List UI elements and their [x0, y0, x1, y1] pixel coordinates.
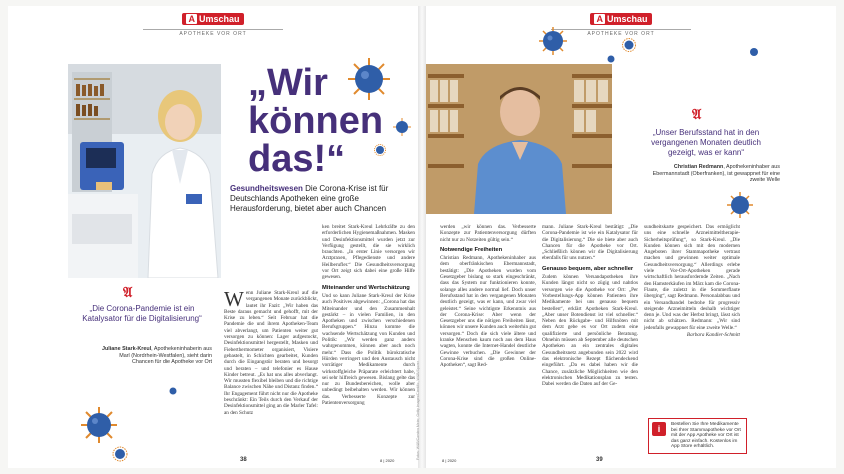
right-col1-text1: werden „wir können das. Verbesserte Konzepte zur Patientenversorgung dürften nicht nur zu Notzeiten gültig sein.“: [440, 224, 536, 243]
photo-christian-redmann: [426, 64, 612, 214]
virus-icon: [726, 191, 754, 219]
umschau-logo: [182, 13, 243, 25]
right-pull-quote: „Unser Berufsstand hat in den vergangenen Monaten deutlich gezeigt, was er kann“: [651, 128, 761, 157]
virus-icon: [393, 118, 411, 136]
caption-text: , Apothekeninhaber aus Ebermannstadt (Oberfranken), ist gewappnet für eine zweite Welle: [652, 164, 780, 184]
folio-left: 8 | 2020: [380, 458, 395, 463]
right-col2-text2: Zudem können Versandapotheken ihre Kunden längst nicht so zügig und nahtlos versorgen wie die Apotheke vor Ort: „Per Vorbestellungs-App können Patienten ihre Medikamente bei uns genauso bequem bestellen“, erklärt Apotheken Stark-Kreul. „Aber unser Botendienst ist viel schneller.“ Neben den Rückgabe- und Hilfsnöten mit dem Arzt gebe es vor Ort zudem eine qualifizierte und persönliche Beratung. Ohnehin müssen ab September alle deutschen Apotheken an ein zentrales digitales Gesundheitsnetz angebunden sein 2022 wird das elektronische Rezept flächendeckend eingeführt. „Da es dabei haben wir die Chance, zusätzliche Möglichkeiten wie den elektronischen Medikationsplan zu testen. Dabei werden die Daten auf der Ge-: [542, 274, 638, 388]
photo-credit: Fotos: W&B/Carsten Meier, Getty Images/Cientific, W&B/Sporer: [416, 360, 420, 460]
caption-text: , Apothekeninhaberin aus Marl (Nordrhein-Westfalen), sieht darin Chancen für die Apotheke vor Ort: [119, 346, 212, 366]
page-number-left: 38: [240, 457, 247, 463]
lead-kicker: Gesundheitswesen: [230, 184, 303, 193]
left-col2-text2: Und so kann Juliane Stark-Kreul der Krise auch Positives abgewinnen: „Corona hat das Miteinander und den Zusammenhalt gestärkt – in vielen Familien, in den Apotheken und zwischen verschiedenen Berufsgruppen.“ Hinzu komme die wachsende Wertschätzung von Kunden und Politik: „Wir werden ganz anders wahrgenommen, können aber auch noch mehr.“ Dass die Politik bürokratische Hürden verringert und den Austausch nicht vorrätiger Medikamente durch wirkstoffgleiche Präparate erleichtert habe, sei sehr hilfreich gewesen. Bislang gelte das nur zu Bundesbereichen, wolle aber unbedingt beibehalten werden. Wir können das. Verbesserte Konzepte zur Patientenversorgung: [322, 292, 415, 407]
title-line-3: das!“: [248, 138, 346, 180]
virus-icon: [112, 446, 128, 462]
section-heading: Notwendige Freiheiten: [440, 246, 503, 253]
apotheke-a-icon: A: [596, 14, 603, 24]
lead-text: Die Corona-Krise ist für Deutschlands Apotheken eine große Herausforderung, bietet aber auch Chancen: [230, 184, 389, 213]
left-col2-text1: ken breitet Stark-Kreul Lehrkräfte zu den erforderlichen Hygienemaßnahmen. Masken und Desinfektionsmittel wurden jetzt zur Verfügung gestellt, die sie wirklich brauchten. „In erster Linie versorgen wir Arztpraxen, Pflegedienste und andere Heilberufler.“ Die Gesundheitsversorgung vor Ort zeigt sich dabei eine große Hilfe gewesen.: [322, 224, 415, 281]
right-page: [426, 6, 836, 468]
virus-icon: [80, 406, 118, 444]
section-heading: Miteinander und Wertschätzung: [322, 284, 410, 291]
title-line-2: können: [248, 100, 384, 142]
section-label: APOTHEKE VOR ORT: [143, 29, 283, 37]
left-pull-quote: „Die Corona-Pandemie ist ein Katalysator für die Digitalisierung“: [82, 304, 202, 323]
right-header: [551, 9, 691, 37]
left-col1-text: enn Juliane Stark-Kreul auf die vergangenen Monate zurückblickt, lautet ihr Fazit: „Wir haben das Beste daraus gemacht und gehofft, mit der Krise zu leben.“ Seit Februar hat die Pandemie die und ihrem Apotheken-Team viel abverlangt, um Patienten weiter gut versorgen zu können: Lager aufgestockt, Desinfektionsmittel hergestellt, Masken und Fieberthermometer organisiert, Visiere gebastelt, in Schichten gearbeitet, Kunden durch die Eingangstür beraten und besorgt und beraten – und telefonier es Hause Kinder betreut. „Es hat uns alles abverlangt. Wir mussten flexibel bleiben und die richtige Balance zwischen Nähe und Distanz finden.“ Ihr Engagement führt nicht nur die Apotheke beschränkt: Ein Teils durch den Verkauf der Desinfektionsmittel ging an die Marler Tafel: an den Schutz: [224, 290, 318, 416]
virus-icon: [538, 26, 568, 56]
caption-name: Christian Redmann: [673, 164, 724, 170]
dropcap: W: [224, 287, 244, 311]
right-column-2: [542, 224, 638, 387]
virus-icon: [622, 38, 636, 52]
app-infobox: [648, 418, 747, 454]
section-label: APOTHEKE VOR ORT: [551, 29, 691, 37]
article-author: Barbara Kandler-Schmitt: [686, 332, 740, 339]
apotheke-a-icon: 𝔄: [123, 284, 133, 300]
right-col1-text2: Christian Redmann, Apothekeninhaber aus dem oberfränkischen Ebermannstadt, bestätigt: „Die Apotheken wurden vom Gesetzgeber bislang so stark eingeschränkt, dass das System nur funktionieren konnte, solange alles andere normal lief. Doch unser Berufsstand hat in den vergangenen Monaten deutlich gezeigt, was er kann, und zwar viel geleistet.“ Seine wichtigste Erkenntnis aus der Corona-Krise: Aber wenn der Gesetzgeber uns die nötigen Freiheiten lässt, können wir unsere Kunden auch weiterhin gut versorgen.“ Doch die sich viele ältere und kranke Menschen kaum noch aus dem Haus wagten, konnte die Internet-Handel deutliche Gewinne verbuchen. „Die Gewinner der Corona-Krise sind die großen Online-Apotheken“, sagt Red-: [440, 255, 536, 369]
virus-icon: [606, 54, 616, 64]
title-line-1: „Wir: [248, 62, 328, 104]
virus-icon: [168, 386, 178, 396]
apotheke-a-icon: 𝔄: [692, 106, 702, 122]
folio-right: 8 | 2020: [442, 458, 457, 463]
infobox-text: Bestellen Sie Ihre Medikamente bei Ihrer Stammapotheke vor Ort mit der App Apotheke vor Ort ist das ganz einfach. Kostenlos im App Store erhältlich.: [671, 422, 741, 450]
section-heading: Genauso bequem, aber schneller: [542, 265, 634, 272]
right-col3-text: sundheitskarte gespeichert. Das ermöglicht uns eine schnelle Arzneimitteltherapie-Sicherheitsprüfung“, so Stark-Kreul. „Die Kunden können sich mit den modernen Angeboten ihrer Stammapotheke vertraut machen und gewinnen weiter optimale Gesundheitsversorgung.“ Allerdings erlebe viele Vor-Ort-Apotheken gerade wirtschaftlich herausfordernde Zeiten. „Nach den Hamsterkäufen im März kam die Corona-Flaute, die zuletzt in die Sommerflaute überging“, sagt Redmann. Personalabbau und ein Versandhandel bedrohe für progressiv steigende Arzneimitteln deshalb wichtiger denn je. Und was der Herbst bringt, lässt sich nicht ab schätzen. Redmann: „Wir sind jedenfalls gewappnet für eine zweite Welle.“: [644, 224, 740, 331]
left-header: [143, 9, 283, 37]
logo-text: Umschau: [606, 14, 648, 24]
logo-text: Umschau: [198, 14, 240, 24]
left-column-2: [322, 224, 415, 406]
right-col2-text1: mann. Juliane Stark-Kreul bestätigt: „Die Corona-Pandemie ist wie ein Katalysator für die Digitalisierung.“ Die sie biete aber auch Chancen für die Apotheke vor Ort. „Schließlich können wir die Digitalisierung ebenfalls für uns nutzen.“: [542, 224, 638, 262]
article-lead: [230, 184, 416, 214]
right-column-3: [644, 224, 740, 338]
virus-icon: [748, 46, 760, 58]
umschau-logo: [590, 13, 651, 25]
left-column-1: [224, 287, 318, 416]
right-column-1: [440, 224, 536, 369]
info-icon: i: [652, 422, 666, 436]
page-number-right: 39: [596, 457, 603, 463]
virus-icon: [346, 56, 392, 102]
left-page: [8, 6, 418, 468]
caption-name: Juliane Stark-Kreul: [102, 346, 152, 352]
photo-juliane-stark-kreul: [68, 64, 221, 278]
left-photo-caption: [102, 346, 212, 366]
virus-icon: [374, 144, 386, 156]
right-photo-caption: [650, 164, 780, 184]
apotheke-a-icon: A: [188, 14, 195, 24]
